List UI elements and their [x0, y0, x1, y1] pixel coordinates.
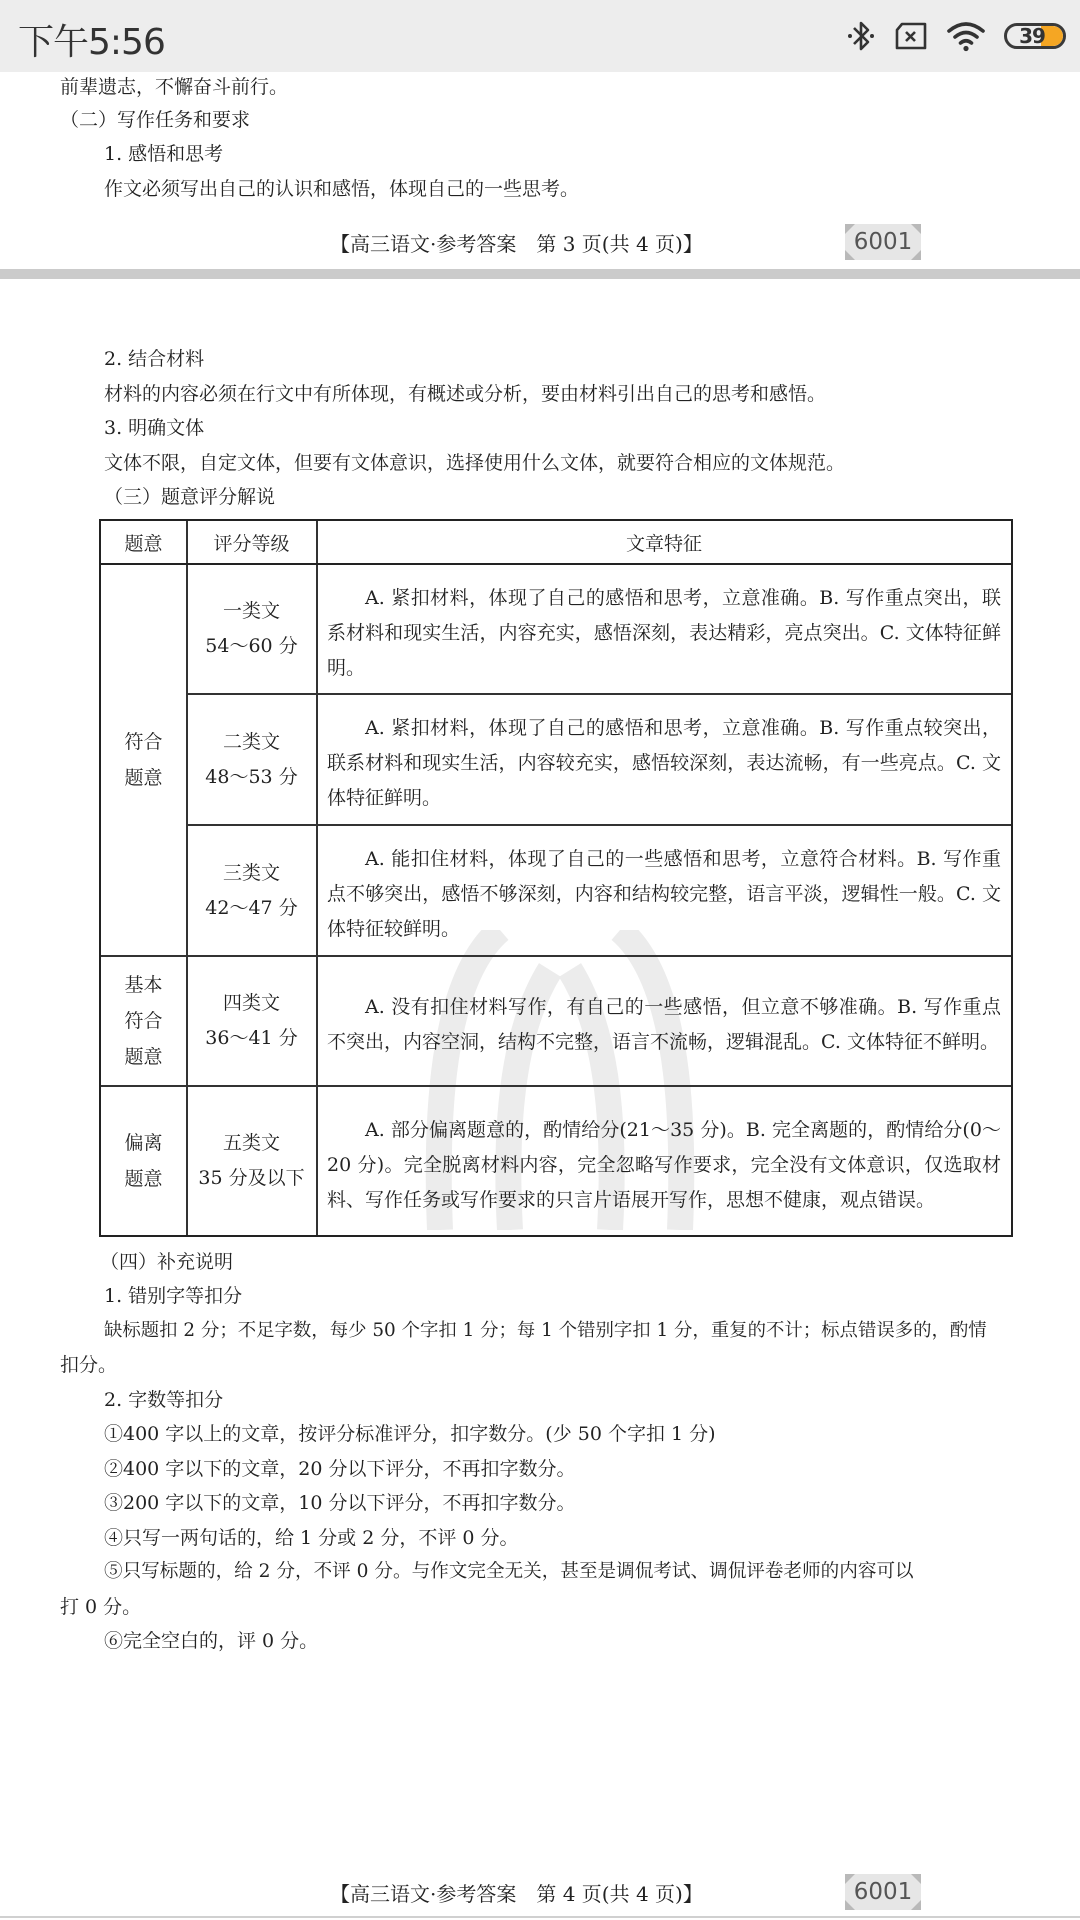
- grade-name: 五类文: [222, 1132, 280, 1154]
- list-item: 打 0 分。: [60, 1596, 142, 1618]
- feature-text: A. 能扣住材料，体现了自己的一些感悟和思考，立意符合材料。B. 写作重点不够突出，感悟不够深刻，内容和结构较完整，语言平淡，逻辑性一般。C. 文体特征较鲜明。: [327, 848, 1001, 940]
- no-sim-icon: [894, 22, 928, 50]
- subheading: 2. 字数等扣分: [104, 1389, 224, 1411]
- header-grade: 评分等级: [213, 532, 290, 555]
- code-badge: [845, 1874, 921, 1910]
- paragraph: 作文必须写出自己的认识和感悟，体现自己的一些思考。: [104, 178, 580, 200]
- section-heading: （三）题意评分解说: [104, 486, 276, 508]
- page-separator: [0, 269, 1080, 279]
- feature-cell: [317, 565, 1011, 693]
- paragraph: 缺标题扣 2 分；不足字数，每少 50 个字扣 1 分；每 1 个错别字扣 1 分，重复的不计；标点错误多的，酌情: [104, 1320, 987, 1341]
- header-topic: 题意: [124, 532, 163, 555]
- feature-cell: [317, 695, 1011, 824]
- status-icons: [846, 18, 1066, 54]
- grade-range: 35 分及以下: [198, 1167, 305, 1189]
- paragraph: 文体不限，自定文体，但要有文体意识，选择使用什么文体，就要符合相应的文体规范。: [104, 452, 846, 474]
- code-badge: [845, 224, 921, 260]
- feature-cell: [317, 1087, 1011, 1235]
- scoring-table: [99, 519, 1013, 1237]
- subheading: 1. 感悟和思考: [104, 143, 224, 165]
- paragraph: 扣分。: [60, 1354, 118, 1376]
- list-item: ①400 字以上的文章，按评分标准评分，扣字数分。(少 50 个字扣 1 分): [104, 1423, 716, 1445]
- list-item: ②400 字以下的文章，20 分以下评分，不再扣字数分。: [104, 1458, 576, 1480]
- grade-range: 48～53 分: [205, 765, 298, 788]
- category-cell: 符合 题意: [124, 731, 163, 789]
- paragraph: 材料的内容必须在行文中有所体现，有概述或分析，要由材料引出自己的思考和感悟。: [104, 383, 827, 405]
- list-item: ⑤只写标题的，给 2 分，不评 0 分。与作文完全无关，甚至是调侃考试、调侃评卷老师的内容可以: [104, 1561, 914, 1582]
- category-cell: 基本 符合 题意: [124, 974, 163, 1068]
- wifi-icon: [946, 20, 986, 52]
- subheading: 1. 错别字等扣分: [104, 1285, 243, 1307]
- page3-line: 前辈遗志，不懈奋斗前行。: [60, 76, 289, 98]
- status-time: 下午5:56: [18, 22, 165, 63]
- grade-cell: [187, 826, 316, 955]
- grade-cell: [187, 1087, 316, 1235]
- feature-text: A. 没有扣住材料写作，有自己的一些感悟，但立意不够准确。B. 写作重点不突出，内容空洞，结构不完整，语言不流畅，逻辑混乱。C. 文体特征不鲜明。: [327, 996, 1001, 1053]
- grade-name: 三类文: [222, 861, 280, 884]
- list-item: ③200 字以下的文章，10 分以下评分，不再扣字数分。: [104, 1492, 576, 1514]
- grade-cell: [187, 695, 316, 824]
- grade-range: 36～41 分: [205, 1027, 298, 1049]
- grade-name: 一类文: [222, 600, 280, 622]
- list-item: ⑥完全空白的，评 0 分。: [104, 1630, 319, 1652]
- subheading: 2. 结合材料: [104, 348, 205, 370]
- bluetooth-icon: [846, 18, 876, 54]
- feature-text: A. 紧扣材料，体现了自己的感悟和思考，立意准确。B. 写作重点较突出，联系材料和现实生活，内容较充实，感悟较深刻，表达流畅，有一些亮点。C. 文体特征鲜明。: [327, 717, 1001, 809]
- badge-text: 6001: [853, 1879, 913, 1905]
- feature-cell: [317, 826, 1011, 955]
- subheading: 3. 明确文体: [104, 417, 205, 439]
- page-bottom-rule: [0, 1916, 1080, 1918]
- badge-text: 6001: [853, 229, 913, 255]
- list-item: ④只写一两句话的，给 1 分或 2 分，不评 0 分。: [104, 1527, 519, 1549]
- page4-footer: [0, 1872, 1080, 1912]
- section-heading: （四）补充说明: [100, 1251, 234, 1273]
- footer-text: 【高三语文·参考答案 第 4 页(共 4 页)】: [330, 1882, 703, 1906]
- grade-cell: [187, 957, 316, 1085]
- header-features: 文章特征: [625, 532, 702, 555]
- grade-range: 42～47 分: [205, 896, 298, 919]
- grade-cell: [187, 565, 316, 693]
- page3-footer: [0, 222, 1080, 262]
- battery-level: 39: [1019, 24, 1045, 48]
- grade-range: 54～60 分: [205, 635, 298, 657]
- status-bar: [0, 0, 1080, 72]
- category-cell: 偏离 题意: [124, 1132, 163, 1190]
- feature-text: A. 部分偏离题意的，酌情给分(21～35 分)。B. 完全离题的，酌情给分(0～20 分)。完全脱离材料内容，完全忽略写作要求，完全没有文体意识，仅选取材料、写作任务或写作要求的只言片语展开写作，思想不健康，观点错误。: [327, 1118, 1001, 1211]
- feature-cell: [317, 957, 1011, 1085]
- footer-text: 【高三语文·参考答案 第 3 页(共 4 页)】: [330, 232, 703, 256]
- grade-name: 二类文: [222, 730, 280, 753]
- feature-text: A. 紧扣材料，体现了自己的感悟和思考，立意准确。B. 写作重点突出，联系材料和现实生活，内容充实，感悟深刻，表达精彩，亮点突出。C. 文体特征鲜明。: [327, 586, 1001, 679]
- battery-icon: [1004, 23, 1066, 49]
- section-heading: （二）写作任务和要求: [60, 109, 251, 131]
- grade-name: 四类文: [222, 992, 280, 1014]
